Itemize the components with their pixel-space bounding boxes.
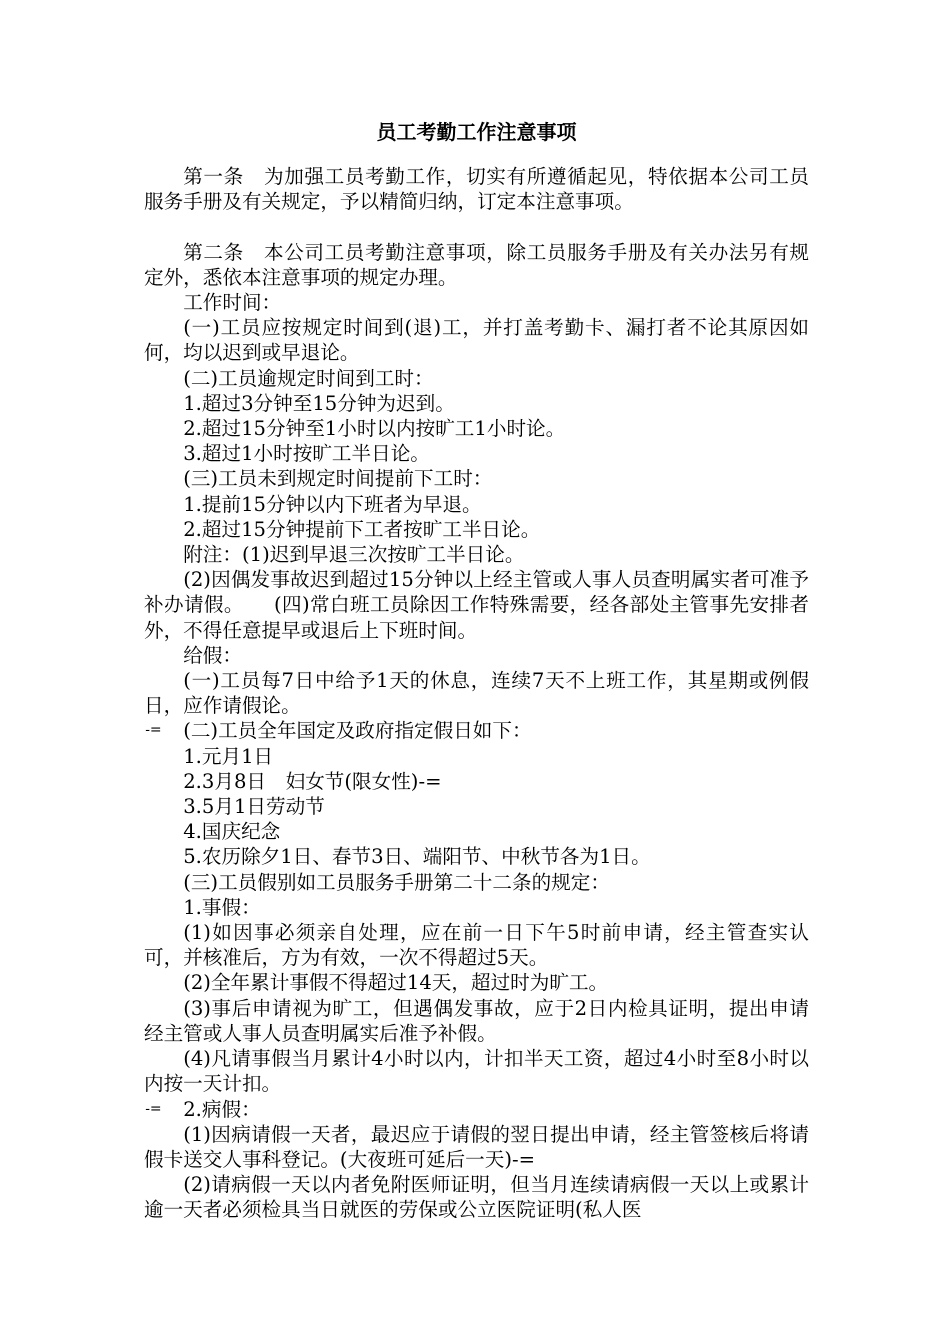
stray-mark: -=	[145, 1100, 162, 1117]
leave-heading: 给假：	[183, 643, 242, 667]
holiday-1: 1.元月1日	[183, 744, 274, 768]
holiday-5: 5.农历除夕1日、春节3日、端阳节、中秋节各为1日。	[183, 845, 651, 869]
sick-leave-heading: 2.病假：	[183, 1097, 261, 1121]
personal-leave-2: (2)全年累计事假不得超过14天，超过时为旷工。	[183, 971, 609, 995]
holiday-2: 2.3月8日 妇女节(限女性)-=	[183, 769, 442, 793]
worktime-item-2-1: 1.超过3分钟至15分钟为迟到。	[183, 391, 455, 415]
note-1: 附注：(1)迟到早退三次按旷工半日论。	[183, 543, 525, 567]
article-1: 第一条 为加强工员考勤工作，切实有所遵循起见，特依据本公司工员服务手册及有关规定，予以精简归纳，订定本注意事项。	[144, 165, 809, 214]
worktime-item-3-1: 1.提前15分钟以内下班者为早退。	[183, 492, 482, 516]
leave-item-2-text: (二)工员全年国定及政府指定假日如下：	[183, 719, 532, 743]
worktime-heading: 工作时间：	[183, 291, 282, 314]
personal-leave-3: (3)事后申请视为旷工，但遇偶发事故，应于2日内检具证明，提出申请经主管或人事人员查明属实后准予补假。	[144, 996, 809, 1045]
worktime-item-2-2: 2.超过15分钟至1小时以内按旷工1小时论。	[183, 417, 566, 441]
leave-item-2	[144, 718, 809, 743]
worktime-item-3: (三)工员未到规定时间提前下工时：	[183, 467, 493, 491]
worktime-item-2-3: 3.超过1小时按旷工半日论。	[183, 442, 430, 466]
personal-leave-heading: 1.事假：	[183, 895, 261, 919]
personal-leave-1: (1)如因事必须亲自处理，应在前一日下午5时前申请，经主管查实认可，并核准后，方为有效，一次不得超过5天。	[144, 921, 809, 970]
note-2: (2)因偶发事故迟到超过15分钟以上经主管或人事人员查明属实者可准予补办请假。 (四)常白班工员除因工作特殊需要，经各部处主管事先安排者外，不得任意提早或退后上下班时间。	[144, 568, 809, 642]
worktime-item-2: (二)工员逾规定时间到工时：	[183, 366, 434, 390]
leave-item-1: (一)工员每7日中给予1天的休息，连续7天不上班工作，其星期或例假日，应作请假论。	[144, 669, 809, 718]
worktime-item-1: (一)工员应按规定时间到(退)工，并打盖考勤卡、漏打者不论其原因如何，均以迟到或早退论。	[144, 316, 809, 365]
article-2: 第二条 本公司工员考勤注意事项，除工员服务手册及有关办法另有规定外，悉依本注意事项的规定办理。	[144, 240, 809, 289]
leave-item-3: (三)工员假别如工员服务手册第二十二条的规定：	[183, 870, 610, 894]
worktime-item-3-2: 2.超过15分钟提前下工者按旷工半日论。	[183, 517, 541, 541]
document-page	[144, 112, 809, 1223]
personal-leave-4: (4)凡请事假当月累计4小时以内，计扣半天工资，超过4小时至8小时以内按一天计扣。	[144, 1047, 809, 1096]
holiday-4: 4.国庆纪念	[183, 820, 281, 844]
document-title: 员工考勤工作注意事项	[376, 120, 577, 144]
sick-leave-1: (1)因病请假一天者，最迟应于请假的翌日提出申请，经主管签核后将请假卡送交人事科登记。(大夜班可延后一天)-=	[144, 1122, 809, 1171]
blank-line	[144, 214, 809, 239]
holiday-3: 3.5月1日劳动节	[183, 795, 325, 819]
stray-mark: -=	[145, 722, 162, 739]
sick-leave-heading-line	[144, 1097, 809, 1122]
sick-leave-2: (2)请病假一天以内者免附医师证明，但当月连续请病假一天以上或累计逾一天者必须检具当日就医的劳保或公立医院证明(私人医	[144, 1173, 809, 1222]
